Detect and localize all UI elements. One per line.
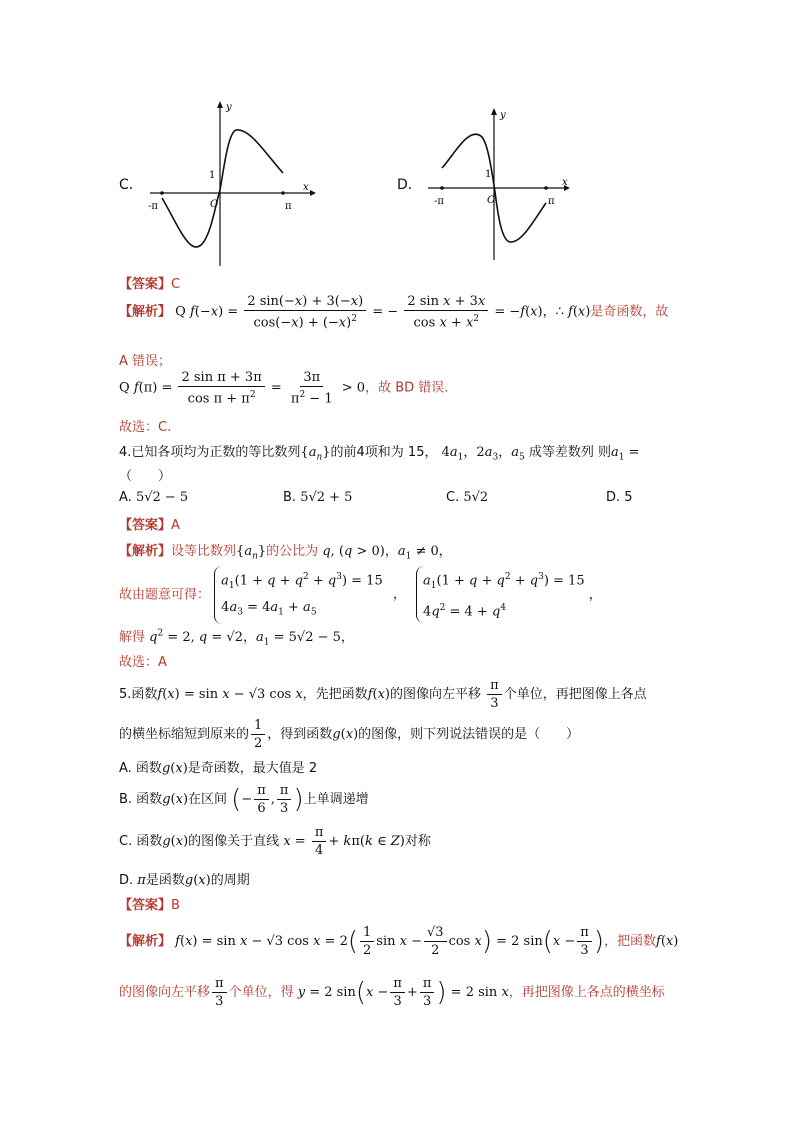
graph-c-neg-pi-label: -π <box>148 201 158 212</box>
graph-d-pi-label: π <box>548 196 555 207</box>
q4-analysis-line1: 【解析】设等比数列$\{a_n\}$的公比为 q, (q > 0)，$a_1 \ne 0$， <box>119 544 452 562</box>
graph-c-x-label: x <box>303 182 309 193</box>
q4-option-c[interactable]: C. 5√2 <box>446 490 489 505</box>
graph-d-neg-pi-label: -π <box>434 196 444 207</box>
graph-c-neg-pi-point <box>160 191 164 195</box>
graph-d-origin-label: O <box>487 195 496 206</box>
q3-analysis-line3: Q f(π) = $\frac{\text{2 sin π + 3π}}{\cos \pi + \pi^2}$ = $\frac{3\pi}{\pi^2 - 1}$ > 0，故 BD 错误. <box>119 370 449 407</box>
q3-choose: 故选：C. <box>119 420 172 435</box>
q5-option-c[interactable]: C. 函数g(x)的图像关于直线 x = $\frac{\pi}{4}$ + kπ(k ∈ Z)对称 <box>119 825 431 858</box>
option-c-label: C． <box>119 177 143 193</box>
q5-stem-line2: 的横坐标缩短到原来的 $\frac{1}{2}$ ，得到函数g(x)的图像，则下列说法错误的是（ ） <box>119 718 580 751</box>
graph-c-y-label: y <box>226 102 232 113</box>
q4-stem: 4.已知各项均为正数的等比数列$\{a_n\}$的前4项和为 15， $4a_1$，$2a_3$，$a_5$ 成等差数列 则$a_1$ = <box>119 445 640 463</box>
graph-d-one-label: 1 <box>485 169 492 180</box>
graph-c-pi-label: π <box>285 201 292 212</box>
q4-option-d[interactable]: D. 5 <box>606 490 633 505</box>
graph-c-pi-point <box>281 191 285 195</box>
q4-answer: 【答案】A <box>119 518 180 533</box>
q4-choose: 故选：A <box>119 655 167 670</box>
graph-c-x-arrow <box>310 190 316 196</box>
q5-analysis-line1: 【解析】 f(x) = sin x − √3 cos x = 2( $\frac{1}{2}$ sin x − $\frac{√3}{2}$ cos x) = 2 sin(x − $\frac{\pi}{3}$ )，把函数f(x) <box>119 925 679 958</box>
graph-d-pi-point <box>544 186 548 190</box>
graph-c-origin-label: O <box>210 199 219 210</box>
q5-stem-line1: 5.函数f(x) = sin x − √3 cos x，先把函数f(x)的图像向左平移 $\frac{\pi}{3}$ 个单位，再把图像上各点 <box>119 678 647 711</box>
graph-d-x-label: x <box>562 177 568 188</box>
q4-solve: 解得 $q^2 = 2$, q = √2，$a_1 = 5√2 - 5$， <box>119 628 354 648</box>
q5-option-d[interactable]: D. π是函数g(x)的周期 <box>119 873 250 888</box>
q3-a-wrong: A 错误； <box>119 354 172 369</box>
graph-c-curve <box>162 130 283 247</box>
q3-answer: 【答案】C <box>119 277 181 292</box>
q4-paren: （ ） <box>119 469 172 484</box>
graph-d-y-label: y <box>500 110 506 121</box>
q5-option-b[interactable]: B. 函数g(x)在区间 (− $\frac{\pi}{6}$ , $\frac{\pi}{3}$ )上单调递增 <box>119 783 369 816</box>
graph-d-neg-pi-point <box>440 186 444 190</box>
graph-c-y-arrow <box>217 101 223 108</box>
q4-analysis-system: 故由题意可得： $a_1(1 + q + q^2 + q^3) = 15$ $4a_3 = 4a_1 + a_5$ ， $a_1(1 + q + q^2 + q^3) = 15$ $4q^2 = 4 + q^4$ ， <box>119 566 602 624</box>
q5-option-a[interactable]: A. 函数g(x)是奇函数，最大值是 2 <box>119 761 318 776</box>
q4-option-b[interactable]: B. 5√2 + 5 <box>283 490 353 505</box>
graph-d <box>424 105 584 265</box>
graph-d-y-arrow <box>491 108 497 115</box>
q5-analysis-line2: 的图像向左平移 $\frac{\pi}{3}$ 个单位，得 y = 2 sin(x − $\frac{\pi}{3}$ + $\frac{\pi}{3}$ ) = 2 sin x，再把图像上各点的横坐标 <box>119 976 665 1009</box>
q4-option-a[interactable]: A. 5√2 − 5 <box>119 490 189 505</box>
graph-c-one-label: 1 <box>209 170 216 181</box>
q3-analysis-line1: 【解析】 Q f(−x) = $\frac{2 \sin(-x) + 3(-x)}{\cos(-x) + (-x)^2}$ = − $\frac{\text{2 sin x + 3x}}{\cos x + x^2}$ = −f(x)，∴ f(x)是奇函数，故 <box>119 294 669 331</box>
q5-answer: 【答案】B <box>119 898 180 913</box>
option-d-label: D． <box>397 177 422 193</box>
graph-c <box>140 98 320 270</box>
